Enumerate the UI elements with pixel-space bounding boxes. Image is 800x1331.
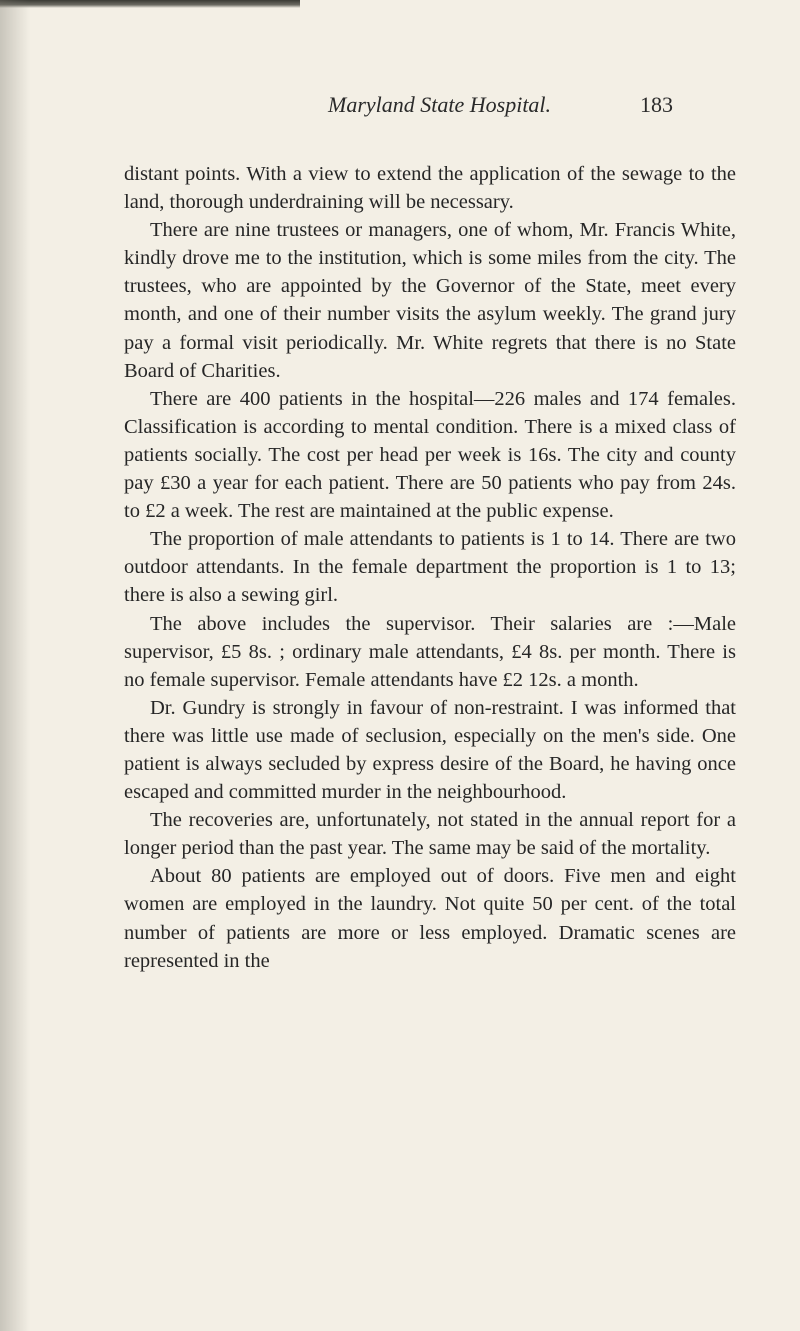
paragraph: About 80 patients are employed out of doors. Five men and eight women are employed in the laundry. Not quite 50 per cent. of the total number of patients are more or less employed. Dramatic scenes are represented in the xyxy=(124,865,736,972)
paragraph: Dr. Gundry is strongly in favour of non-restraint. I was informed that there was little use made of seclusion, especially on the men's side. One patient is always secluded by express desire of the Board, he having once escaped and committed murder in the neighbourhood. xyxy=(124,696,736,804)
paragraph: The above includes the supervisor. Their salaries are :—Male supervisor, £5 8s. ; ordinary male attendants, £4 8s. per month. There is no female supervisor. Female attendants have £2 12s. a month. xyxy=(124,612,736,691)
page-top-edge xyxy=(0,0,300,8)
page-number: 183 xyxy=(640,92,673,117)
binding-shadow xyxy=(0,0,30,1331)
paragraph: There are nine trustees or managers, one of whom, Mr. Francis White, kindly drove me to the institution, which is some miles from the city. The trustees, who are appointed by the Governor of the State, meet every month, and one of their number visits the asylum weekly. The grand jury pay a formal visit periodically. Mr. White regrets that there is no State Board of Charities. xyxy=(124,219,736,382)
paragraph: distant points. With a view to extend the application of the sewage to the land, thorough underdraining will be necessary. xyxy=(124,163,736,214)
paragraph: There are 400 patients in the hospital—226 males and 174 females. Classification is according to mental condition. There is a mixed class of patients socially. The cost per head per week is 16s. The city and county pay £30 a year for each patient. There are 50 patients who pay from 24s. to £2 a week. The rest are maintained at the public expense. xyxy=(124,387,736,523)
body-text xyxy=(124,160,736,975)
paragraph: The proportion of male attendants to patients is 1 to 14. There are two outdoor attendants. In the female department the proportion is 1 to 13; there is also a sewing girl. xyxy=(124,528,736,607)
paragraph: The recoveries are, unfortunately, not stated in the annual report for a longer period than the past year. The same may be said of the mortality. xyxy=(124,809,736,860)
page-header xyxy=(0,92,800,132)
running-title: Maryland State Hospital. xyxy=(328,92,552,117)
